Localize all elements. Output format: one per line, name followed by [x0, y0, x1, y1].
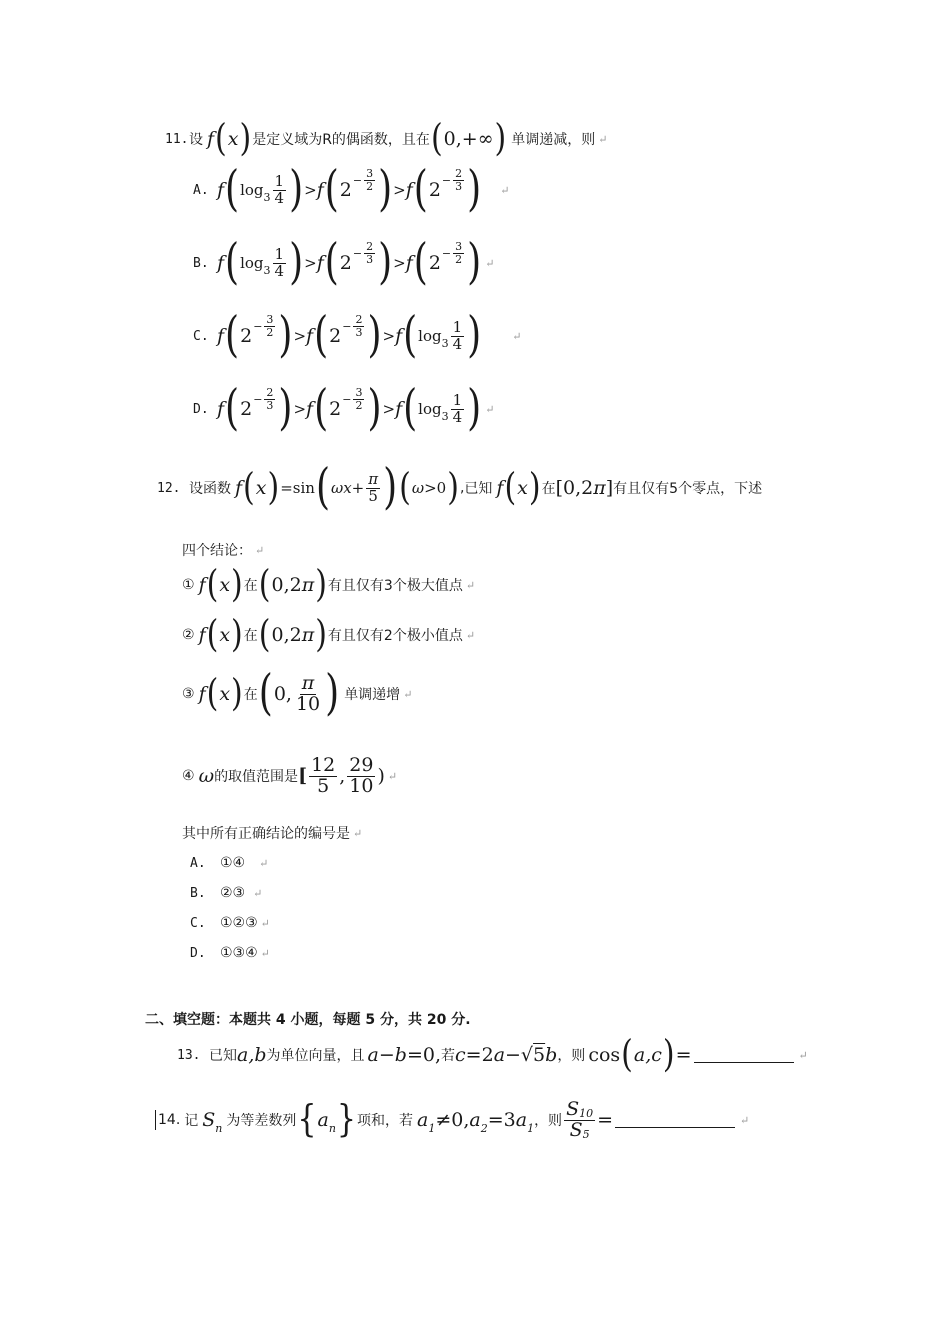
q14-answer-blank[interactable] — [615, 1113, 735, 1128]
section-2-heading: 二、填空题：本题共 4 小题，每题 5 分，共 20 分. — [145, 1012, 471, 1028]
q12-choice-c[interactable]: C. ①②③ ↵ — [190, 915, 270, 931]
q12-choice-b[interactable]: B. ②③ ↵ — [190, 885, 263, 901]
text-cursor — [155, 1110, 156, 1130]
q11-option-b[interactable]: B. f ( $\log_3$ $\frac{1}{4}$ ) > f ( 2 − $\frac{2}{3}$ ) > f ( 2 − $\frac{3}{2}$ ) ↵ — [193, 234, 495, 290]
q12-lead: 四个结论： ↵ — [182, 543, 265, 559]
q11-option-a[interactable]: A. f ( $\log_3$ $\frac{1}{4}$ ) > f ( 2 − $\frac{3}{2}$ ) > f ( 2 − $\frac{2}{3}$ ) ↵ — [193, 161, 510, 217]
q12-ask: 其中所有正确结论的编号是 ↵ — [182, 826, 363, 842]
q13-stem: 13. 已知 a,b 为单位向量，且 a−b =0, 若 c =2 a −√5 b ，则 cos ( a,c ) = ↵ — [177, 1032, 808, 1077]
q12-stem: 12. 设函数 f ( x ) =sin ( ωx+ $\frac{\pi}{5}$ ) ( ω >0 ) , 已知 f ( x ) 在 [0,2π] 有且仅有5个零点，下述 — [157, 459, 763, 515]
q12-number: 12. — [157, 480, 181, 496]
q11-stem: 11. 设 f ( x ) 是定义域为R的偶函数，且在 ( 0,+∞ ) 单调递减，则 ↵ — [165, 116, 608, 161]
q13-number: 13. — [177, 1047, 201, 1063]
q13-answer-blank[interactable] — [694, 1048, 794, 1063]
q14-number: 14. — [158, 1112, 181, 1129]
q12-conclusion-3: ③ f ( x ) 在 ( 0, $\frac{\pi}{10}$ ) 单调递增 ↵ — [182, 666, 413, 722]
q11-option-d[interactable]: D. f ( 2 − $\frac{2}{3}$ ) > f ( 2 − $\frac{3}{2}$ ) > f ( $\log_3$ $\frac{1}{4}$ ) ↵ — [193, 380, 495, 436]
q12-conclusion-4: ④ ω 的取值范围是 [ $\frac{12}{5}$ , $\frac{29}{10}$ ) ↵ — [182, 754, 398, 797]
q11-number: 11. — [165, 131, 189, 147]
q11-option-c[interactable]: C. f ( 2 − $\frac{3}{2}$ ) > f ( 2 − $\frac{2}{3}$ ) > f ( $\log_3$ $\frac{1}{4}$ ) ↵ — [193, 307, 522, 363]
q12-choice-a[interactable]: A. ①④ ↵ — [190, 855, 269, 871]
q12-conclusion-1: ① f ( x ) 在 ( 0,2π ) 有且仅有3个极大值点 ↵ — [182, 562, 476, 607]
q12-conclusion-2: ② f ( x ) 在 ( 0,2π ) 有且仅有2个极小值点 ↵ — [182, 612, 476, 657]
q14-stem: 14. 记 $S_n$ 为等差数列 { $a_n$ } 项和，若 $a_1$ ≠0, $a_2$ =3 $a_1$ ，则 $\frac{S10}{S5}$ = ↵ — [155, 1100, 749, 1141]
q12-choice-d[interactable]: D. ①③④ ↵ — [190, 945, 270, 961]
